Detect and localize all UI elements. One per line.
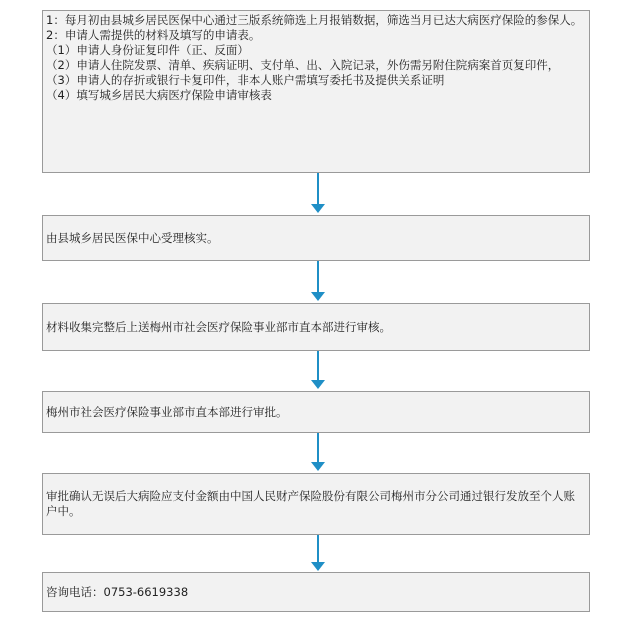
step-1-line-1: 1：每月初由县城乡居民医保中心通过三版系统筛选上月报销数据，筛选当月已达大病医疗保险的参保人。 xyxy=(46,13,583,27)
arrow-down-icon xyxy=(311,535,325,571)
arrow-down-icon xyxy=(311,173,325,213)
arrow-down-icon xyxy=(311,261,325,301)
step-3-text: 材料收集完整后上送梅州市社会医疗保险事业部市直本部进行审核。 xyxy=(46,319,391,334)
step-1-line-2: 2：申请人需提供的材料及填写的申请表。 xyxy=(46,28,261,42)
step-4-text: 梅州市社会医疗保险事业部市直本部进行审批。 xyxy=(46,404,288,419)
arrow-down-icon xyxy=(311,351,325,389)
flow-arrow-3 xyxy=(311,351,325,389)
flow-step-2 xyxy=(42,215,590,261)
step-1-line-4: （2）申请人住院发票、清单、疾病证明、支付单、出、入院记录，外伤需另附住院病案首页复印件， xyxy=(46,58,560,72)
step-1-line-3: （1）申请人身份证复印件（正、反面） xyxy=(46,43,249,57)
flow-step-6 xyxy=(42,572,590,612)
flow-step-3 xyxy=(42,303,590,351)
flow-step-1 xyxy=(42,10,590,173)
step-1-line-6: （4）填写城乡居民大病医疗保险申请审核表 xyxy=(46,88,272,102)
step-1-line-5: （3）申请人的存折或银行卡复印件，非本人账户需填写委托书及提供关系证明 xyxy=(46,73,445,87)
consult-phone: 咨询电话：0753-6619338 xyxy=(46,584,189,599)
step-5-text: 审批确认无误后大病险应支付金额由中国人民财产保险股份有限公司梅州市分公司通过银行发放至个人账户中。 xyxy=(46,489,575,518)
flow-arrow-5 xyxy=(311,535,325,571)
flow-step-5 xyxy=(42,473,590,535)
step-2-text: 由县城乡居民医保中心受理核实。 xyxy=(46,230,219,245)
flow-arrow-2 xyxy=(311,261,325,301)
flow-arrow-1 xyxy=(311,173,325,213)
arrow-down-icon xyxy=(311,433,325,471)
flow-arrow-4 xyxy=(311,433,325,471)
flow-step-4 xyxy=(42,391,590,433)
